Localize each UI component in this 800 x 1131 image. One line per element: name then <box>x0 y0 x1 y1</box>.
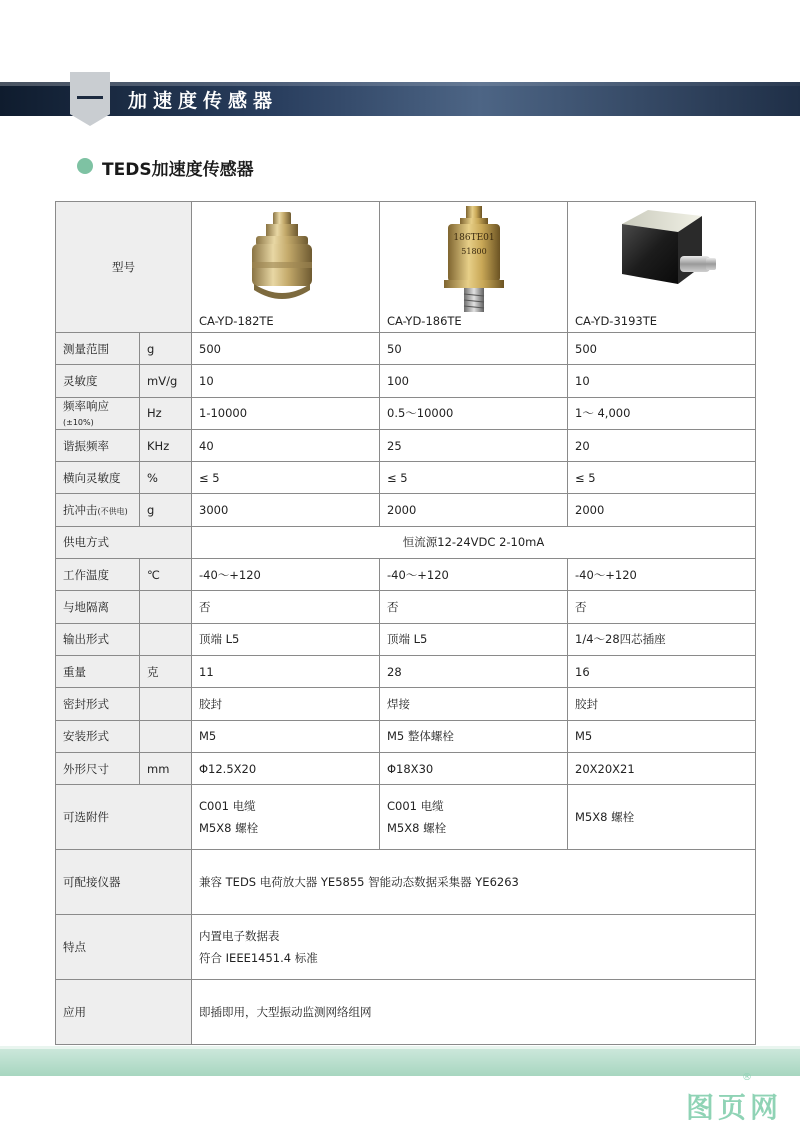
row-unit: mm <box>140 752 192 784</box>
row-label <box>56 623 140 655</box>
cell-value: 500 <box>192 333 380 365</box>
row-label-text: 外形尺寸 <box>63 761 109 776</box>
accessory-cell <box>568 785 756 850</box>
cell-value: 0.5～10000 <box>380 397 568 429</box>
row-unit: % <box>140 462 192 494</box>
model-label: 型号 <box>56 202 192 333</box>
accessory-cell <box>192 785 380 850</box>
cell-value: 否 <box>192 591 380 623</box>
row-label-text: 密封形式 <box>63 696 109 711</box>
feature-line: 内置电子数据表 <box>199 929 280 944</box>
cell-value: 2000 <box>380 494 568 526</box>
cell-value: 3000 <box>192 494 380 526</box>
cell-value: 16 <box>568 655 756 687</box>
section-title: TEDS加速度传感器 <box>102 160 254 180</box>
table-row-instruments <box>56 850 756 915</box>
product-cell-3 <box>568 202 756 333</box>
sensor-3193te-image <box>608 208 718 290</box>
bullet-icon <box>77 158 93 174</box>
table-row <box>56 526 756 558</box>
row-label-note: (±10%) <box>63 418 94 428</box>
row-label-text: 重量 <box>63 664 86 679</box>
row-label <box>56 365 140 397</box>
cell-value: 焊接 <box>380 688 568 720</box>
row-unit: 克 <box>140 655 192 687</box>
row-unit <box>140 623 192 655</box>
row-unit: KHz <box>140 429 192 461</box>
table-row <box>56 559 756 591</box>
merged-value: 恒流源12-24VDC 2-10mA <box>192 526 756 558</box>
cell-value: 50 <box>380 333 568 365</box>
row-label-text: 工作温度 <box>63 567 109 582</box>
row-label-text: 安装形式 <box>63 729 109 744</box>
row-label <box>56 655 140 687</box>
row-unit: g <box>140 494 192 526</box>
row-label <box>56 559 140 591</box>
row-label <box>56 333 140 365</box>
table-row-features <box>56 915 756 980</box>
cell-value: 1-10000 <box>192 397 380 429</box>
footer-band <box>0 1046 800 1076</box>
row-unit <box>140 688 192 720</box>
cell-value: 否 <box>380 591 568 623</box>
row-label-text: 横向灵敏度 <box>63 470 121 485</box>
table-row <box>56 688 756 720</box>
row-unit: ℃ <box>140 559 192 591</box>
row-label: 供电方式 <box>56 526 192 558</box>
cell-value: 胶封 <box>192 688 380 720</box>
product-cell-2 <box>380 202 568 333</box>
row-label-text: 输出形式 <box>63 632 109 647</box>
table-row <box>56 333 756 365</box>
table-row <box>56 752 756 784</box>
accessory-cell <box>380 785 568 850</box>
cell-value: 顶端 L5 <box>192 623 380 655</box>
table-row <box>56 655 756 687</box>
header-band <box>0 82 800 116</box>
cell-value: 胶封 <box>568 688 756 720</box>
row-label-text: 谐振频率 <box>63 438 109 453</box>
row-label <box>56 720 140 752</box>
row-label-text: 抗冲击 <box>63 503 98 518</box>
table-row-model <box>56 202 756 333</box>
table-row-application <box>56 980 756 1045</box>
accessory-item: M5X8 螺栓 <box>199 821 259 836</box>
table-row <box>56 623 756 655</box>
engraving-line-1: 186TE01 <box>453 233 495 243</box>
row-unit: mV/g <box>140 365 192 397</box>
table-row <box>56 365 756 397</box>
row-label-text: 频率响应 <box>63 399 109 414</box>
instruments-value: 兼容 TEDS 电荷放大器 YE5855 智能动态数据采集器 YE6263 <box>192 850 756 915</box>
table-row <box>56 494 756 526</box>
cell-value: M5 <box>192 720 380 752</box>
cell-value: 顶端 L5 <box>380 623 568 655</box>
table-row-accessories <box>56 785 756 850</box>
cell-value: ≤ 5 <box>192 462 380 494</box>
cell-value: -40～+120 <box>380 559 568 591</box>
chapter-number-dash <box>77 96 103 99</box>
row-label <box>56 429 140 461</box>
row-label <box>56 397 140 429</box>
product-name-1: CA-YD-182TE <box>199 314 274 328</box>
cell-value: 500 <box>568 333 756 365</box>
accessory-item: C001 电缆 <box>387 799 444 814</box>
cell-value: 10 <box>568 365 756 397</box>
accessory-item: M5X8 螺栓 <box>387 821 447 836</box>
row-unit <box>140 591 192 623</box>
accessory-item: M5X8 螺栓 <box>575 810 635 825</box>
cell-value: M5 <box>568 720 756 752</box>
watermark-registered-mark: ® <box>742 1072 752 1083</box>
row-label <box>56 494 140 526</box>
product-name-2: CA-YD-186TE <box>387 314 462 328</box>
cell-value: 2000 <box>568 494 756 526</box>
row-label: 可配接仪器 <box>56 850 192 915</box>
cell-value: 1～ 4,000 <box>568 397 756 429</box>
chapter-tab <box>70 72 110 126</box>
row-label: 可选附件 <box>56 785 192 850</box>
cell-value: 25 <box>380 429 568 461</box>
features-value <box>192 915 756 980</box>
table-row <box>56 397 756 429</box>
engraving-line-2: 51800 <box>461 247 487 256</box>
cell-value: 20X20X21 <box>568 752 756 784</box>
cell-value: ≤ 5 <box>568 462 756 494</box>
application-value: 即插即用，大型振动监测网络组网 <box>192 980 756 1045</box>
table-row <box>56 591 756 623</box>
cell-value: -40～+120 <box>192 559 380 591</box>
sensor-182te-image <box>242 210 322 308</box>
feature-line: 符合 IEEE1451.4 标准 <box>199 951 318 966</box>
cell-value: 100 <box>380 365 568 397</box>
row-label <box>56 688 140 720</box>
row-unit <box>140 720 192 752</box>
row-label-text: 与地隔离 <box>63 600 109 615</box>
row-label <box>56 591 140 623</box>
row-label <box>56 752 140 784</box>
row-unit: Hz <box>140 397 192 429</box>
watermark-logo: 图页网 <box>685 1091 782 1124</box>
table-row <box>56 429 756 461</box>
cell-value: 10 <box>192 365 380 397</box>
row-label-text: 测量范围 <box>63 341 109 356</box>
row-label: 特点 <box>56 915 192 980</box>
row-label-text: 灵敏度 <box>63 373 98 388</box>
cell-value: 40 <box>192 429 380 461</box>
row-label: 应用 <box>56 980 192 1045</box>
cell-value: 11 <box>192 655 380 687</box>
product-cell-1 <box>192 202 380 333</box>
cell-value: Φ18X30 <box>380 752 568 784</box>
table-row <box>56 462 756 494</box>
row-label-note: (不供电) <box>97 507 128 517</box>
cell-value: M5 整体螺栓 <box>380 720 568 752</box>
cell-value: 1/4～28四芯插座 <box>568 623 756 655</box>
cell-value: -40～+120 <box>568 559 756 591</box>
spec-table <box>55 201 756 1045</box>
cell-value: Φ12.5X20 <box>192 752 380 784</box>
accessory-item: C001 电缆 <box>199 799 256 814</box>
sensor-186te-image <box>434 206 514 314</box>
cell-value: 否 <box>568 591 756 623</box>
row-unit: g <box>140 333 192 365</box>
table-row <box>56 720 756 752</box>
cell-value: ≤ 5 <box>380 462 568 494</box>
cell-value: 20 <box>568 429 756 461</box>
chapter-title: 加速度传感器 <box>128 90 279 112</box>
cell-value: 28 <box>380 655 568 687</box>
row-label <box>56 462 140 494</box>
product-name-3: CA-YD-3193TE <box>575 314 658 328</box>
